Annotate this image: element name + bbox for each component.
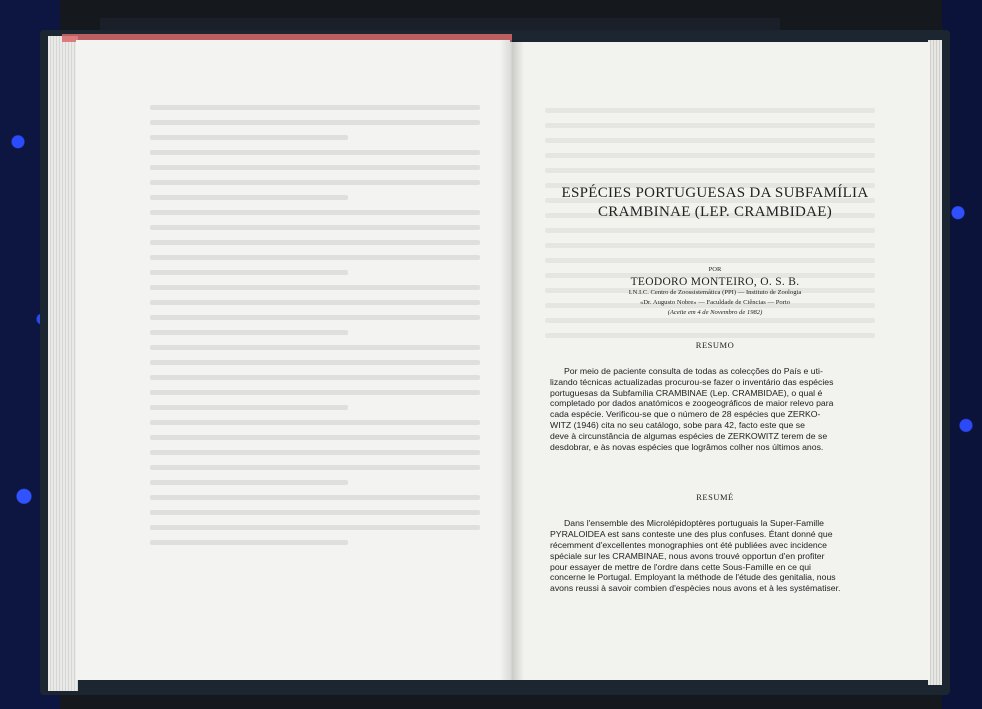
text-line: avons reussi à savoir combien d'espècies nous avons et à les systématiser. bbox=[550, 583, 841, 594]
page-stack-right bbox=[928, 40, 942, 685]
book-gutter bbox=[500, 40, 524, 680]
text-line: WITZ (1946) cita no seu catálogo, sobe para 42, facto este que se bbox=[550, 419, 805, 430]
text-line: Por meio de paciente consulta de todas as colecções do País e uti- bbox=[564, 366, 823, 376]
text-line: lizando técnicas actualizadas procurou-se fazer o inventário das espécies bbox=[550, 376, 834, 387]
text-line: Dans l'ensemble des Microlépidoptères portuguais la Super-Famille bbox=[564, 518, 824, 529]
text-line: PYRALOIDEA est sans conteste une des plus confuses. Étant donné que bbox=[550, 529, 833, 540]
accepted-date: (Aceite em 4 de Novembro de 1982) bbox=[667, 309, 763, 316]
text-line: cada espécie. Verificou-se que o número de 28 espécies que ZERKO- bbox=[550, 409, 821, 420]
article-content bbox=[540, 184, 890, 594]
left-page-bleedthrough bbox=[150, 95, 480, 585]
text-line: desdobrar, e às novas espécies que logrâmos colher nos últimos anos. bbox=[550, 441, 824, 452]
affiliation-line: I.N.I.C. Centro de Zoossistemática (PPI) — Instituto de Zoologia bbox=[628, 289, 802, 296]
author-name: TEODORO MONTEIRO, O. S. B. bbox=[630, 276, 800, 288]
text-line: pour essayer de mettre de l'ordre dans cette Sous-Famille en ce qui bbox=[550, 561, 811, 572]
text-line: completado por dados anatómicos e zoogeográficos de maior relevo para bbox=[550, 398, 834, 409]
resume-heading: RESUMÉ bbox=[696, 492, 734, 503]
title-line: ESPÉCIES PORTUGUESAS DA SUBFAMÍLIA bbox=[561, 185, 869, 201]
text-line: récemment d'excellentes monographies ont été publiées avec incidence bbox=[550, 539, 827, 550]
text-line: deve à circunstância de algumas espécies de ZERKOWITZ terem de se bbox=[550, 430, 828, 441]
text-line: spéciale sur les CRAMBINAE, nous avons trouvé opportun d'en profiter bbox=[550, 550, 825, 561]
text-line: portuguesas da Subfamília CRAMBINAE (Lep. CRAMBIDAE), o qual é bbox=[550, 387, 823, 398]
resumo-paragraph bbox=[540, 366, 890, 452]
article-title bbox=[540, 184, 890, 222]
text-line: concerne le Portugal. Employant la méthode de l'étude des genitalia, nous bbox=[550, 572, 836, 583]
title-line: CRAMBINAE (LEP. CRAMBIDAE) bbox=[597, 204, 833, 220]
page-stack-left bbox=[48, 36, 78, 691]
por-label: POR bbox=[708, 266, 722, 273]
resume-paragraph bbox=[540, 518, 890, 594]
resumo-heading: RESUMO bbox=[695, 340, 735, 350]
affiliation-line: «Dr. Augusto Nobre» — Faculdade de Ciências — Porto bbox=[640, 299, 790, 306]
